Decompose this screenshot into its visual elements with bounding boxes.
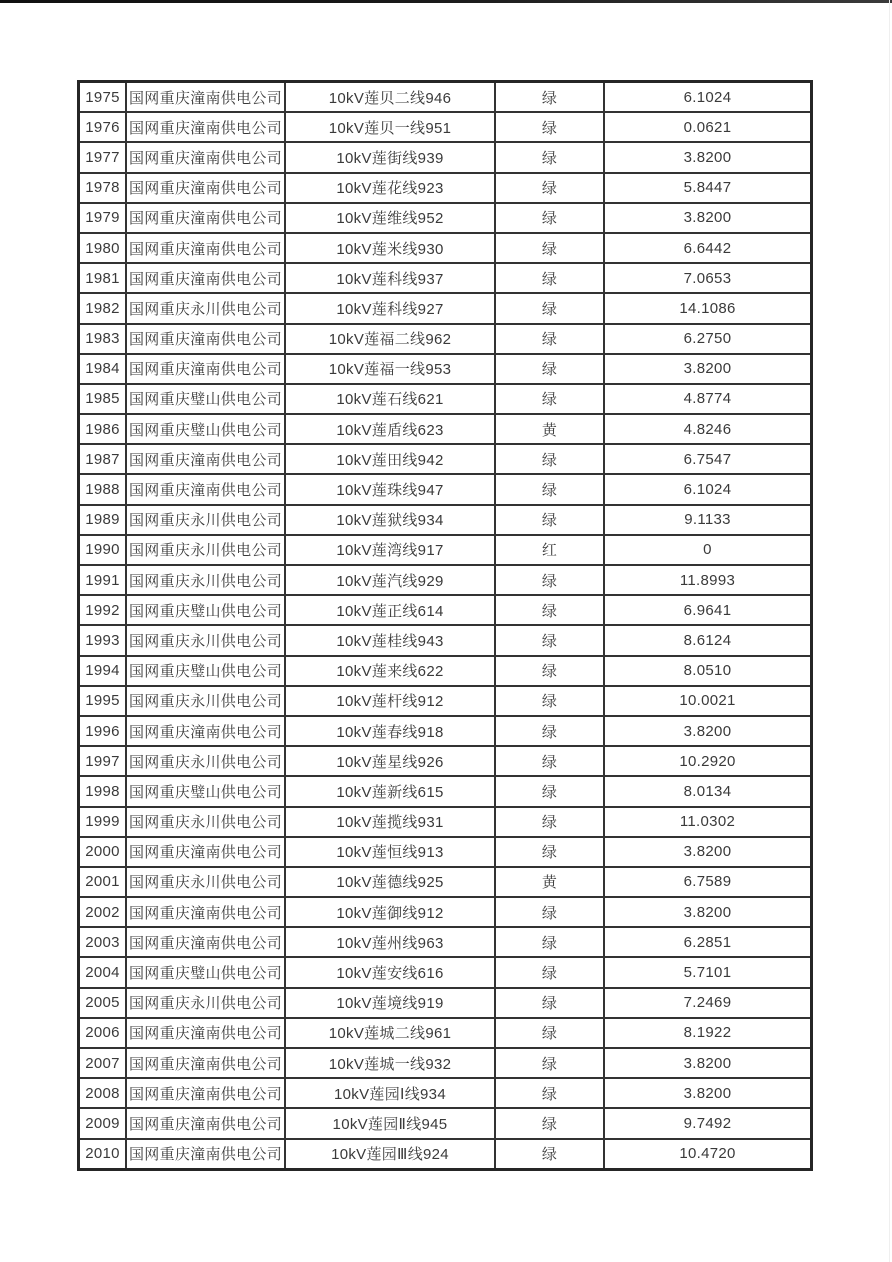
cell-row-number: 2002 [79,897,127,927]
cell-line-name: 10kV莲园Ⅲ线924 [285,1139,495,1170]
cell-row-number: 2004 [79,957,127,987]
cell-status-label: 绿 [495,746,604,776]
table-row [79,82,812,113]
table-row [79,384,812,414]
cell-company-name: 国网重庆璧山供电公司 [126,776,285,806]
cell-row-number: 1991 [79,565,127,595]
cell-status-label: 绿 [495,354,604,384]
table-row [79,1078,812,1108]
cell-status-label: 绿 [495,233,604,263]
table-row [79,867,812,897]
cell-company-name: 国网重庆永川供电公司 [126,293,285,323]
cell-value: 8.1922 [604,1018,812,1048]
cell-company-name: 国网重庆潼南供电公司 [126,927,285,957]
cell-row-number: 2005 [79,988,127,1018]
cell-company-name: 国网重庆潼南供电公司 [126,203,285,233]
cell-company-name: 国网重庆潼南供电公司 [126,444,285,474]
cell-status-label: 绿 [495,384,604,414]
cell-value: 3.8200 [604,716,812,746]
cell-status-label: 绿 [495,625,604,655]
cell-value: 6.6442 [604,233,812,263]
page-edge-line [889,0,890,1262]
cell-value: 6.2750 [604,324,812,354]
table-row [79,988,812,1018]
cell-status-label: 黄 [495,414,604,444]
table-row [79,444,812,474]
cell-row-number: 1981 [79,263,127,293]
cell-value: 3.8200 [604,1048,812,1078]
cell-value: 3.8200 [604,897,812,927]
cell-value: 0 [604,535,812,565]
cell-company-name: 国网重庆潼南供电公司 [126,324,285,354]
cell-line-name: 10kV莲珠线947 [285,474,495,504]
cell-status-label: 绿 [495,807,604,837]
cell-line-name: 10kV莲贝二线946 [285,82,495,113]
cell-line-name: 10kV莲福二线962 [285,324,495,354]
table-row [79,203,812,233]
cell-line-name: 10kV莲花线923 [285,173,495,203]
cell-company-name: 国网重庆永川供电公司 [126,565,285,595]
cell-value: 0.0621 [604,112,812,142]
table-row [79,957,812,987]
cell-value: 6.2851 [604,927,812,957]
table-body [79,82,812,1170]
table-row [79,1048,812,1078]
table-row [79,474,812,504]
cell-company-name: 国网重庆永川供电公司 [126,746,285,776]
cell-company-name: 国网重庆璧山供电公司 [126,957,285,987]
cell-row-number: 1994 [79,656,127,686]
table-row [79,112,812,142]
cell-row-number: 2007 [79,1048,127,1078]
cell-value: 6.7589 [604,867,812,897]
cell-line-name: 10kV莲城二线961 [285,1018,495,1048]
cell-status-label: 绿 [495,837,604,867]
cell-company-name: 国网重庆潼南供电公司 [126,1078,285,1108]
cell-row-number: 1977 [79,142,127,172]
cell-status-label: 绿 [495,263,604,293]
cell-value: 5.7101 [604,957,812,987]
cell-status-label: 绿 [495,173,604,203]
cell-line-name: 10kV莲石线621 [285,384,495,414]
cell-row-number: 1987 [79,444,127,474]
cell-row-number: 2010 [79,1139,127,1170]
cell-status-label: 绿 [495,595,604,625]
power-line-status-table [77,80,813,1171]
cell-status-label: 绿 [495,1108,604,1138]
cell-line-name: 10kV莲盾线623 [285,414,495,444]
table-row [79,746,812,776]
cell-line-name: 10kV莲田线942 [285,444,495,474]
cell-value: 10.2920 [604,746,812,776]
cell-value: 6.1024 [604,474,812,504]
table-row [79,233,812,263]
cell-line-name: 10kV莲狱线934 [285,505,495,535]
cell-line-name: 10kV莲城一线932 [285,1048,495,1078]
cell-status-label: 绿 [495,716,604,746]
cell-status-label: 绿 [495,686,604,716]
cell-row-number: 2008 [79,1078,127,1108]
cell-status-label: 绿 [495,957,604,987]
table-row [79,807,812,837]
cell-status-label: 绿 [495,776,604,806]
cell-line-name: 10kV莲杆线912 [285,686,495,716]
cell-company-name: 国网重庆潼南供电公司 [126,837,285,867]
table-row [79,686,812,716]
cell-value: 8.6124 [604,625,812,655]
cell-company-name: 国网重庆璧山供电公司 [126,414,285,444]
cell-company-name: 国网重庆璧山供电公司 [126,656,285,686]
cell-line-name: 10kV莲揽线931 [285,807,495,837]
cell-row-number: 2009 [79,1108,127,1138]
cell-status-label: 绿 [495,897,604,927]
cell-row-number: 1999 [79,807,127,837]
cell-row-number: 2003 [79,927,127,957]
table-row [79,263,812,293]
cell-row-number: 2000 [79,837,127,867]
cell-status-label: 绿 [495,1018,604,1048]
cell-row-number: 1992 [79,595,127,625]
cell-value: 3.8200 [604,142,812,172]
cell-status-label: 绿 [495,474,604,504]
table-row [79,656,812,686]
cell-value: 8.0510 [604,656,812,686]
cell-line-name: 10kV莲恒线913 [285,837,495,867]
cell-row-number: 1996 [79,716,127,746]
cell-status-label: 绿 [495,82,604,113]
cell-value: 6.1024 [604,82,812,113]
cell-row-number: 1986 [79,414,127,444]
table-row [79,595,812,625]
cell-company-name: 国网重庆潼南供电公司 [126,82,285,113]
cell-status-label: 绿 [495,203,604,233]
cell-company-name: 国网重庆潼南供电公司 [126,1048,285,1078]
cell-row-number: 1976 [79,112,127,142]
cell-company-name: 国网重庆永川供电公司 [126,807,285,837]
table-row [79,625,812,655]
cell-line-name: 10kV莲境线919 [285,988,495,1018]
cell-line-name: 10kV莲福一线953 [285,354,495,384]
cell-company-name: 国网重庆潼南供电公司 [126,142,285,172]
cell-line-name: 10kV莲星线926 [285,746,495,776]
table-row [79,1139,812,1170]
cell-row-number: 1978 [79,173,127,203]
cell-line-name: 10kV莲御线912 [285,897,495,927]
cell-value: 7.2469 [604,988,812,1018]
cell-value: 4.8246 [604,414,812,444]
cell-company-name: 国网重庆永川供电公司 [126,505,285,535]
cell-company-name: 国网重庆潼南供电公司 [126,112,285,142]
cell-company-name: 国网重庆永川供电公司 [126,625,285,655]
cell-row-number: 1998 [79,776,127,806]
table-row [79,535,812,565]
scan-artifact-top-bar [0,0,892,3]
cell-line-name: 10kV莲维线952 [285,203,495,233]
cell-company-name: 国网重庆璧山供电公司 [126,384,285,414]
cell-value: 5.8447 [604,173,812,203]
cell-line-name: 10kV莲园Ⅰ线934 [285,1078,495,1108]
cell-status-label: 绿 [495,1078,604,1108]
cell-row-number: 1997 [79,746,127,776]
cell-line-name: 10kV莲州线963 [285,927,495,957]
cell-line-name: 10kV莲园Ⅱ线945 [285,1108,495,1138]
cell-status-label: 红 [495,535,604,565]
cell-value: 3.8200 [604,1078,812,1108]
cell-company-name: 国网重庆潼南供电公司 [126,716,285,746]
cell-status-label: 绿 [495,927,604,957]
cell-value: 6.9641 [604,595,812,625]
cell-line-name: 10kV莲新线615 [285,776,495,806]
cell-value: 7.0653 [604,263,812,293]
cell-status-label: 绿 [495,293,604,323]
cell-row-number: 2001 [79,867,127,897]
cell-line-name: 10kV莲米线930 [285,233,495,263]
cell-line-name: 10kV莲来线622 [285,656,495,686]
cell-company-name: 国网重庆永川供电公司 [126,988,285,1018]
cell-company-name: 国网重庆永川供电公司 [126,535,285,565]
cell-company-name: 国网重庆永川供电公司 [126,686,285,716]
cell-value: 4.8774 [604,384,812,414]
cell-line-name: 10kV莲街线939 [285,142,495,172]
cell-value: 3.8200 [604,837,812,867]
cell-line-name: 10kV莲德线925 [285,867,495,897]
cell-value: 10.4720 [604,1139,812,1170]
cell-line-name: 10kV莲科线927 [285,293,495,323]
cell-status-label: 绿 [495,656,604,686]
cell-row-number: 1983 [79,324,127,354]
cell-company-name: 国网重庆璧山供电公司 [126,595,285,625]
table-row [79,1018,812,1048]
cell-row-number: 1984 [79,354,127,384]
cell-company-name: 国网重庆潼南供电公司 [126,1108,285,1138]
cell-row-number: 1990 [79,535,127,565]
cell-company-name: 国网重庆潼南供电公司 [126,474,285,504]
cell-company-name: 国网重庆潼南供电公司 [126,354,285,384]
cell-line-name: 10kV莲桂线943 [285,625,495,655]
cell-status-label: 绿 [495,505,604,535]
cell-value: 6.7547 [604,444,812,474]
table-row [79,354,812,384]
cell-status-label: 绿 [495,565,604,595]
table-row [79,414,812,444]
cell-value: 3.8200 [604,354,812,384]
cell-row-number: 1989 [79,505,127,535]
cell-row-number: 2006 [79,1018,127,1048]
cell-value: 11.8993 [604,565,812,595]
cell-status-label: 绿 [495,444,604,474]
cell-status-label: 黄 [495,867,604,897]
cell-status-label: 绿 [495,1139,604,1170]
cell-line-name: 10kV莲正线614 [285,595,495,625]
cell-status-label: 绿 [495,988,604,1018]
cell-company-name: 国网重庆潼南供电公司 [126,173,285,203]
cell-company-name: 国网重庆永川供电公司 [126,867,285,897]
cell-value: 10.0021 [604,686,812,716]
cell-line-name: 10kV莲安线616 [285,957,495,987]
cell-value: 8.0134 [604,776,812,806]
table-row [79,716,812,746]
cell-status-label: 绿 [495,112,604,142]
cell-line-name: 10kV莲汽线929 [285,565,495,595]
table-row [79,1108,812,1138]
cell-value: 9.7492 [604,1108,812,1138]
table-row [79,324,812,354]
cell-company-name: 国网重庆潼南供电公司 [126,263,285,293]
table-row [79,927,812,957]
table-row [79,776,812,806]
table-row [79,565,812,595]
cell-line-name: 10kV莲湾线917 [285,535,495,565]
cell-company-name: 国网重庆潼南供电公司 [126,233,285,263]
table-row [79,505,812,535]
table-row [79,897,812,927]
cell-row-number: 1982 [79,293,127,323]
cell-line-name: 10kV莲贝一线951 [285,112,495,142]
cell-status-label: 绿 [495,1048,604,1078]
cell-status-label: 绿 [495,142,604,172]
cell-value: 14.1086 [604,293,812,323]
cell-company-name: 国网重庆潼南供电公司 [126,1018,285,1048]
cell-row-number: 1980 [79,233,127,263]
cell-row-number: 1975 [79,82,127,113]
cell-row-number: 1985 [79,384,127,414]
cell-company-name: 国网重庆潼南供电公司 [126,897,285,927]
cell-value: 11.0302 [604,807,812,837]
cell-line-name: 10kV莲春线918 [285,716,495,746]
table-row [79,837,812,867]
cell-value: 3.8200 [604,203,812,233]
cell-line-name: 10kV莲科线937 [285,263,495,293]
table-row [79,173,812,203]
cell-value: 9.1133 [604,505,812,535]
table-row [79,142,812,172]
cell-company-name: 国网重庆潼南供电公司 [126,1139,285,1170]
cell-status-label: 绿 [495,324,604,354]
cell-row-number: 1995 [79,686,127,716]
cell-row-number: 1979 [79,203,127,233]
table-row [79,293,812,323]
cell-row-number: 1988 [79,474,127,504]
cell-row-number: 1993 [79,625,127,655]
